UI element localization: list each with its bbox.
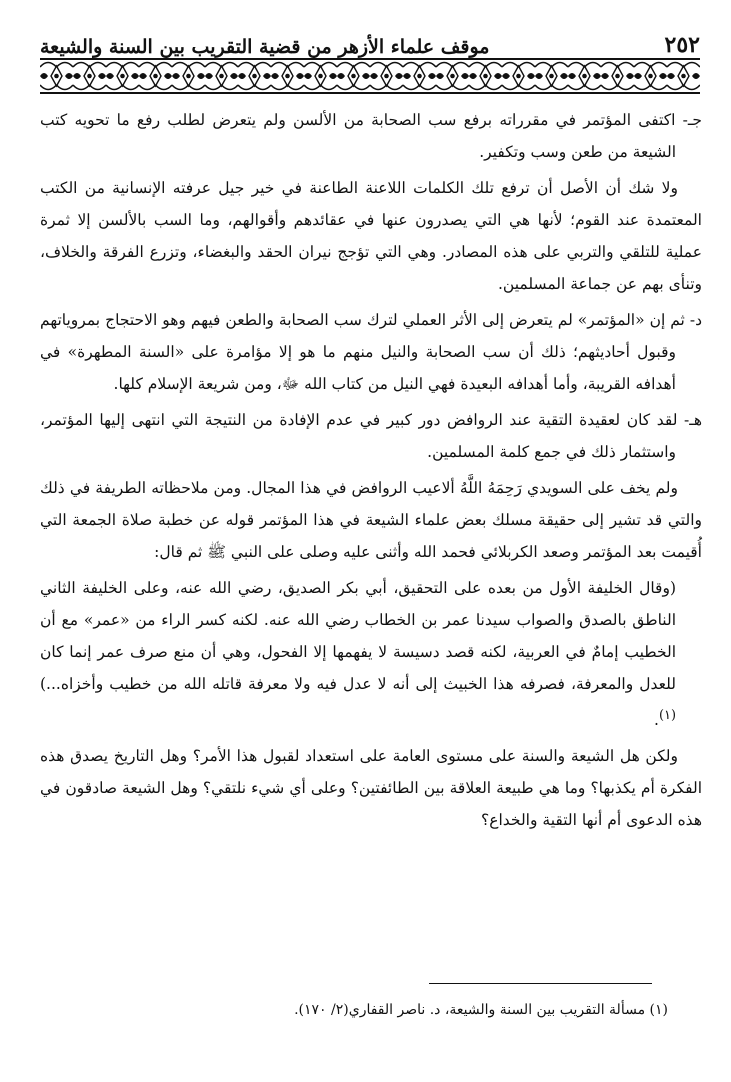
- paragraph: ولا شك أن الأصل أن ترفع تلك الكلمات اللاعنة الطاعنة في خير جيل عرفته الإنسانية من الكتب المعتمدة عند القوم؛ لأنها هي التي يصدرون عنها في عقائدهم وأقوالهم، وما السب بالألسن إلا ثمرة عملية للتلقي والتربي على هذه المصادر. وهي التي تؤجج نيران الحقد والبغضاء، وتزرع الفرقة والخلاف، وتنأى بهم عن جماعة المسلمين.: [40, 179, 702, 293]
- paragraph: ولم يخف على السويدي رَحِمَهُ اللَّهُ ألاعيب الروافض في هذا المجال. ومن ملاحظاته الطريفة في ذلك والتي قد تشير إلى حقيقة مسلك بعض علماء الشيعة في هذا المؤتمر قوله عن خطبة صلاة الجمعة التي أُقيمت بعد المؤتمر وصعد الكربلائي فحمد الله وأثنى عليه وصلى على النبي ﷺ ثم قال:: [40, 479, 702, 561]
- quotation-end: .: [654, 711, 659, 730]
- page-number: ٢٥٢: [664, 32, 700, 58]
- quotation: [40, 572, 702, 736]
- main-text: [40, 104, 702, 840]
- page-header: [40, 28, 700, 58]
- quotation-text: (وقال الخليفة الأول من بعده على التحقيق، أبي بكر الصديق، رضي الله عنه، وعلى الخليفة الثاني الناطق بالصدق والصواب سيدنا عمر بن الخطاب رضي الله عنه. لكنه كسر الراء من «عمر» مع أن الخطيب إمامٌ في العربية، لكنه قصد دسيسة لا يفهمها إلا الفحول، وهي أن منع صرف عمر إنما كان للعدل والمعرفة، فصرفه هذا الخبيث إلى أنه لا عدل فيه ولا معرفة قاتله الله من خطيب وأخزاه...): [40, 579, 676, 693]
- decorative-border: [40, 58, 700, 94]
- item-jeem: جـ- اكتفى المؤتمر في مقرراته برفع سب الصحابة من الألسن ولم يتعرض لطلب رفع ما تحويه كتب الشيعة من طعن وسب وتكفير.: [40, 111, 702, 161]
- paragraph: ولكن هل الشيعة والسنة على مستوى العامة على استعداد لقبول هذا الأمر؟ وهل التاريخ يصدق هذه الفكرة أم يكذبها؟ وما هي طبيعة العلاقة بين الطائفتين؟ وعلى أي شيء نلتقي؟ وهل الشيعة صادقون في هذه الدعوى أم أنها التقية والخداع؟: [40, 747, 702, 830]
- running-title: موقف علماء الأزهر من قضية التقريب بين السنة والشيعة: [40, 36, 490, 58]
- footnote-ref[interactable]: (١): [658, 708, 676, 723]
- item-dal: د- ثم إن «المؤتمر» لم يتعرض إلى الأثر العملي لترك سب الصحابة والطعن فيهم وهو الاحتجاج بمروياتهم وقبول أحاديثهم؛ ذلك أن سب الصحابة والنيل منهم ما هو إلا مؤامرة على «السنة المطهرة» في أهدافه القريبة، وأما أهدافه البعيدة فهي النيل من كتاب الله ﷻ، ومن شريعة الإسلام كلها.: [40, 311, 702, 393]
- footnote: (١) مسألة التقريب بين السنة والشيعة، د. ناصر القفاري(٢/ ١٧٠).: [294, 1002, 668, 1018]
- item-ha: هـ- لقد كان لعقيدة التقية عند الروافض دور كبير في عدم الإفادة من النتيجة التي انتهى إليها المؤتمر، واستثمار ذلك في جمع كلمة المسلمين.: [40, 411, 702, 461]
- footnote-separator: [429, 983, 652, 984]
